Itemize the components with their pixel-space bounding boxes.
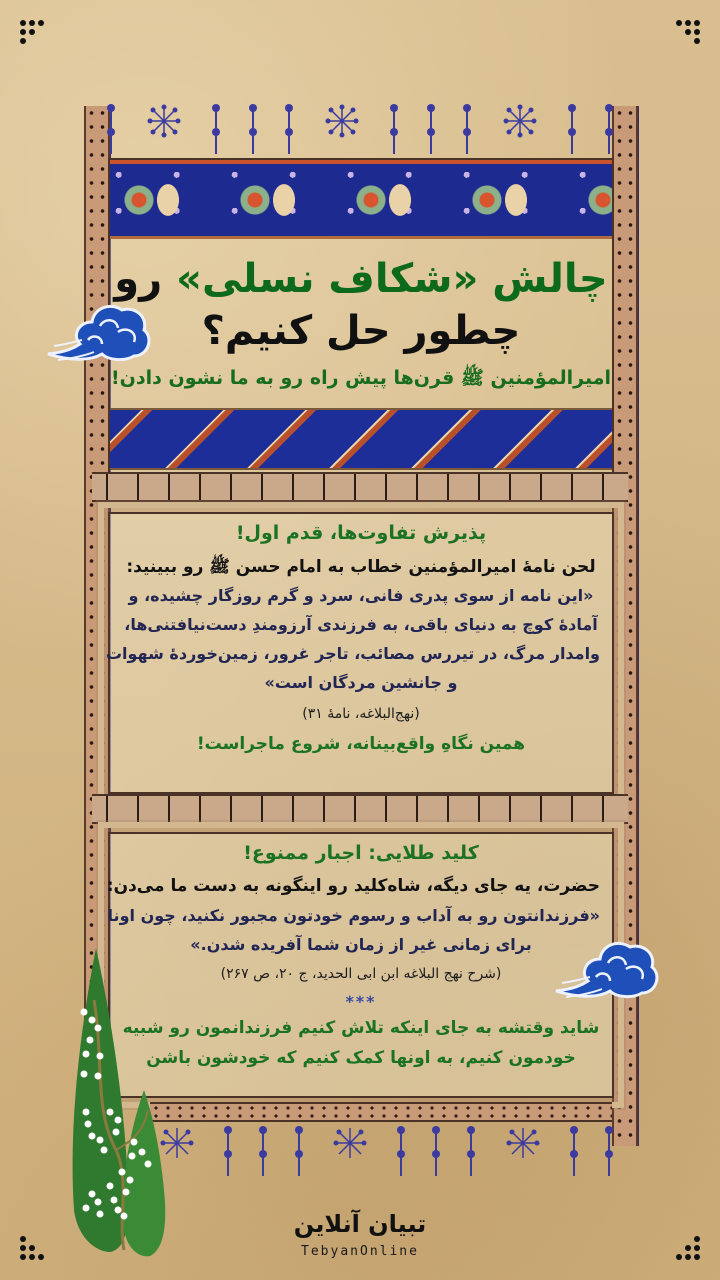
brand-logo-persian: تبیان آنلاین [293, 1210, 427, 1238]
page-title-line1 [110, 256, 612, 302]
title-keyword: «شکاف نسلی» [176, 256, 479, 302]
quote-line: وامدار مرگ، در تیررس مصائب، تاجر غرور، زمین‌خوردهٔ شهوات [105, 644, 600, 663]
quote-line: «فرزندانتون رو به آداب و رسوم خودتون مجبور نکنید، چون اونا [107, 906, 600, 925]
star-pin-icon [147, 104, 181, 138]
page-title-line2: چطور حل کنیم؟ [201, 308, 521, 354]
title-suffix: رو [114, 256, 163, 302]
star-pin-icon [503, 104, 537, 138]
quote-line: و جانشین مردگان است» [264, 673, 458, 692]
title-prefix: چالش [492, 256, 608, 302]
section-acceptance [105, 512, 614, 794]
section-conclusion: همین نگاهِ واقع‌بینانه، شروع ماجراست! [196, 734, 526, 754]
ornamental-band-top [110, 160, 612, 239]
brand-logo-latin: TebyanOnline [301, 1244, 419, 1259]
ornamental-band-bottom [110, 408, 612, 470]
section-intro: لحن نامهٔ امیرالمؤمنین خطاب به امام حسن ﷺ رو ببینید: [126, 557, 596, 577]
section-intro: حضرت، یه جای دیگه، شاه‌کلید رو اینگونه به دست ما می‌دن: [106, 876, 600, 896]
separator: *** [345, 992, 377, 1011]
bottom-pin-ornaments [160, 1122, 610, 1182]
quote-line: آمادهٔ کوچ به دنیای باقی، به فرزندی آرزومندِ دست‌نیافتنی‌ها، [124, 615, 598, 634]
star-pin-icon [325, 104, 359, 138]
section-heading: پذیرش تفاوت‌ها، قدم اول! [235, 522, 487, 544]
section-golden-key [108, 832, 614, 1098]
page-subtitle: امیرالمؤمنین ﷺ قرن‌ها پیش راه رو به ما نشون دادن! [110, 367, 611, 389]
cloud-icon [552, 935, 662, 1005]
corner-dots-icon [20, 1236, 44, 1260]
top-pin-ornaments [110, 100, 610, 160]
quote-line: «این نامه از سوی پدری فانی، سرد و گرم روزگار چشیده، و [128, 586, 594, 605]
bottom-dotted-band [150, 1102, 612, 1122]
cloud-icon [44, 296, 154, 368]
cypress-tree-icon [64, 940, 174, 1260]
citation: (شرح نهج البلاغه ابن ابی الحدید، ج ۲۰، ص ۲۶۷) [220, 966, 502, 982]
section-heading: کلید طلایی: اجبار ممنوع! [243, 842, 479, 864]
conclusion-line: خودمون کنیم، به اونها کمک کنیم که خودشون باشن [146, 1048, 576, 1068]
quote-line: برای زمانی غیر از زمان شما آفریده شدن.» [190, 935, 532, 954]
conclusion-line: شاید وقتشه به جای اینکه تلاش کنیم فرزندانمون رو شبیه [122, 1018, 600, 1038]
star-pin-icon [333, 1126, 367, 1160]
chain-divider [92, 472, 628, 502]
star-pin-icon [506, 1126, 540, 1160]
citation: (نهج‌البلاغه، نامهٔ ۳۱) [302, 706, 420, 722]
header-panel [108, 158, 614, 474]
corner-dots-icon [676, 20, 700, 44]
corner-dots-icon [20, 20, 44, 44]
chain-divider [92, 794, 628, 824]
corner-dots-icon [676, 1236, 700, 1260]
